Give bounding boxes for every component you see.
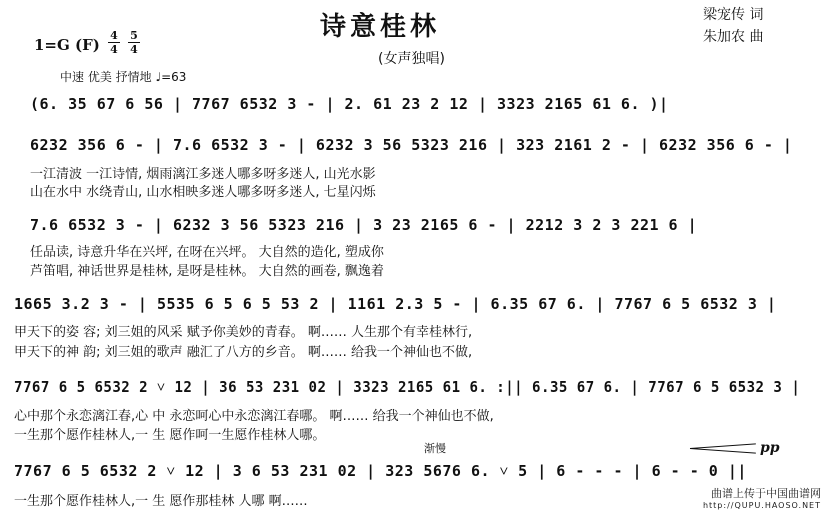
lyricist-credit: 梁宠传 词	[703, 7, 764, 23]
site-watermark	[703, 488, 821, 512]
score-row-3-notes: 7.6 6532 3 - | 6232 3 56 5323 216 | 3 23 2165 6 - | 2212 3 2 3 221 6 |	[30, 216, 698, 234]
watermark-line-2: http://QUPU.HAOSO.NET	[702, 501, 821, 510]
decrescendo-line-bottom	[690, 448, 756, 454]
score-row-1-notes: (6. 35 67 6 56 | 7767 6532 3 - | 2. 61 23 2 12 | 3323 2165 61 6. )|	[30, 95, 669, 113]
score-row-4-lyrics-2: 甲天下的神 韵; 刘三姐的歌声 融汇了八方的乡音。 啊…… 给我一个神仙也不做,	[14, 345, 473, 360]
score-row-4-lyrics-1: 甲天下的姿 容; 刘三姐的风采 赋予你美妙的青春。 啊…… 人生那个有幸桂林行,	[14, 325, 473, 340]
tempo-marking: 中速 优美 抒情地 ♩=63	[60, 70, 187, 84]
song-title: 诗意桂林	[320, 12, 441, 42]
score-row-2-lyrics-1: 一江清波 一江诗情, 烟雨漓江多迷人哪多呀多迷人, 山光水影	[30, 167, 376, 182]
score-row-3-lyrics-1: 任品读, 诗意升华在兴坪, 在呀在兴坪。 大自然的造化, 塑成你	[30, 245, 384, 260]
watermark-line-1: 曲谱上传于中国曲谱网	[711, 487, 821, 500]
score-row-6-lyrics-1: 一生那个愿作桂林人,一 生 愿作那桂林 人哪 啊……	[14, 494, 308, 509]
time-signature-5-4	[128, 30, 140, 55]
time2-bottom: 4	[130, 43, 138, 56]
time2-top: 5	[130, 29, 138, 42]
score-row-5-lyrics-1: 心中那个永恋漓江春,心 中 永恋呵心中永恋漓江春哪。 啊…… 给我一个神仙也不做,	[14, 409, 494, 424]
score-row-5-lyrics-2: 一生那个愿作桂林人,一 生 愿作呵一生愿作桂林人哪。	[14, 428, 326, 443]
time-signature-4-4	[108, 30, 120, 55]
score-row-5-notes: 7767 6 5 6532 2 ˅ 12 | 36 53 231 02 | 3323 2165 61 6. :|| 6.35 67 6. | 7767 6 5 6532 3 |	[14, 378, 801, 396]
score-row-4-notes: 1665 3.2 3 - | 5535 6 5 6 5 53 2 | 1161 2.3 5 - | 6.35 67 6. | 7767 6 5 6532 3 |	[14, 295, 777, 313]
dynamic-pianissimo: pp	[760, 440, 780, 456]
composer-credit: 朱加农 曲	[703, 29, 764, 45]
score-row-3-lyrics-2: 芦笛唱, 神话世界是桂林, 是呀是桂林。 大自然的画卷, 飘逸着	[30, 264, 384, 279]
time1-bottom: 4	[110, 43, 118, 56]
song-subtitle: (女声独唱)	[378, 51, 445, 67]
score-row-2-lyrics-2: 山在水中 水绕青山, 山水相映多迷人哪多呀多迷人, 七星闪烁	[30, 185, 376, 200]
score-row-6-notes: 7767 6 5 6532 2 ˅ 12 | 3 6 53 231 02 | 323 5676 6. ˅ 5 | 6 - - - | 6 - - 0 ||	[14, 462, 747, 480]
score-row-2-notes: 6232 356 6 - | 7.6 6532 3 - | 6232 3 56 5323 216 | 323 2161 2 - | 6232 356 6 - |	[30, 136, 793, 154]
ritardando-marking: 渐慢	[424, 442, 446, 455]
key-signature: 1=G (F)	[34, 36, 100, 54]
time1-top: 4	[110, 29, 118, 42]
